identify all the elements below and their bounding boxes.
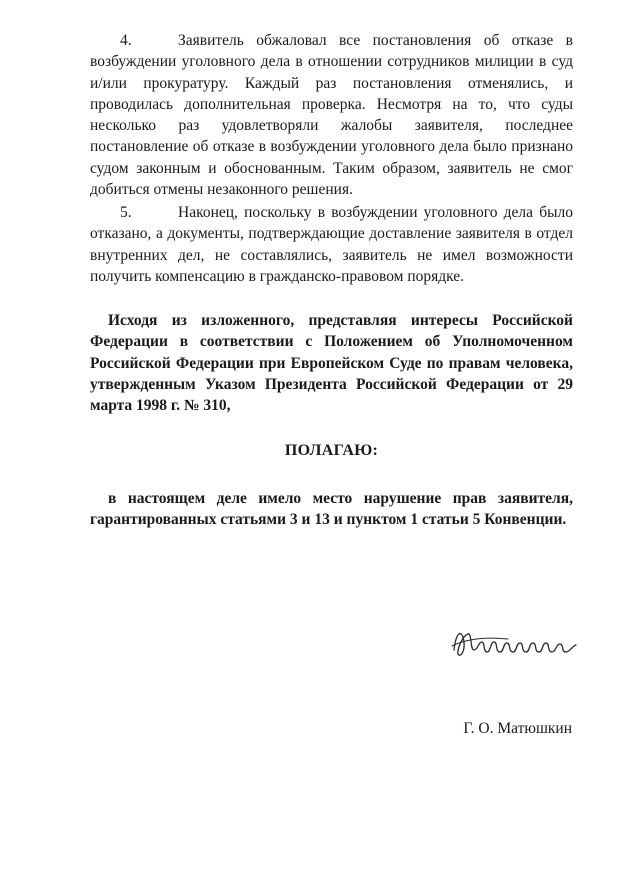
signer-name: Г. О. Матюшкин [463,720,572,737]
conclusion: в настоящем деле имело место нарушение прав заявителя, гарантированных статьями 3 и 13 и пунктом 1 статьи 5 Конвенции. [90,490,573,529]
paragraph-text: Заявитель обжаловал все постановления об отказе в возбуждении уголовного дела в отношении сотрудников милиции в суд и/или прокуратуру. Каждый раз постановления отменялись, и проводилась дополнительная проверка. Несмотря на то, что суды несколько раз удовлетворяли жалобы заявителя, последнее постановление об отказе в возбуждении уголовного дела было признано судом законным и обоснованным. Таким образом, заявитель не смог добиться отмены незаконного решения. [90,32,573,199]
paragraph-5 [90,202,573,287]
paragraph-number: 4. [120,32,132,49]
resolution-heading: ПОЛАГАЮ: [284,442,379,459]
preamble: Исходя из изложенного, представляя интересы Российской Федерации в соответствии с Положением об Уполномоченном Российской Федерации при Европейском Суде по правам человека, утвержденным Указом Президента Российской Федерации от 29 марта 1998 г. № 310, [90,312,573,415]
paragraph-number: 5. [120,204,132,221]
paragraph-4 [90,30,573,200]
paragraph-text: Наконец, поскольку в возбуждении уголовного дела было отказано, а документы, подтверждающие доставление заявителя в отдел внутренних дел, не составлялись, заявитель не имел возможности получить компенсацию в гражданско-правовом порядке. [90,204,573,285]
signature-image [448,620,588,670]
